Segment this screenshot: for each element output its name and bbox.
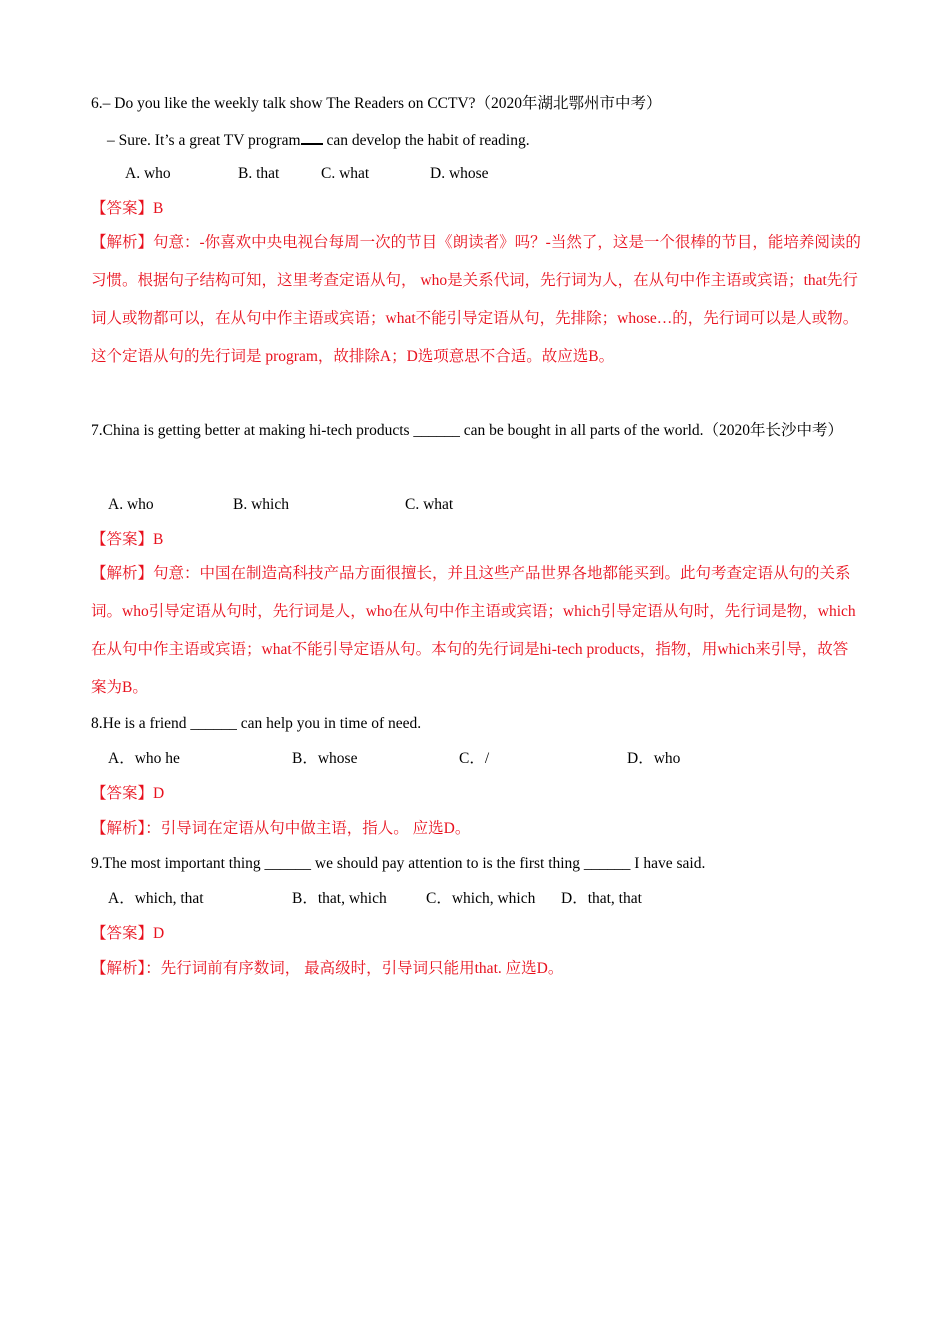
question-7-option-a: A. who bbox=[108, 496, 154, 513]
question-7-stem: 7.China is getting better at making hi-tech products ______ can be bought in all parts of the world.（2020年长沙中考） bbox=[91, 422, 844, 439]
question-8-analysis: 【解析】：引导词在定语从句中做主语，指人。 应选D。 bbox=[91, 820, 471, 837]
question-8-option-b: B．whose bbox=[292, 750, 358, 767]
question-9-analysis: 【解析】：先行词前有序数词， 最高级时，引导词只能用that. 应选D。 bbox=[91, 960, 564, 977]
question-8-stem: 8.He is a friend ______ can help you in time of need. bbox=[91, 715, 422, 732]
answer-blank bbox=[301, 129, 323, 145]
question-9-option-c: C．which, which bbox=[426, 890, 536, 907]
question-6-stem: 6.– Do you like the weekly talk show The Readers on CCTV?（2020年湖北鄂州市中考） bbox=[91, 95, 662, 112]
question-6-option-d: D. whose bbox=[430, 165, 489, 182]
question-7-option-c: C. what bbox=[405, 496, 454, 513]
question-9-option-a: A．which, that bbox=[108, 890, 204, 907]
question-6-stem2-post: can develop the habit of reading. bbox=[322, 132, 530, 149]
question-6-stem-line2 bbox=[107, 129, 530, 151]
question-6-analysis: 【解析】句意：-你喜欢中央电视台每周一次的节目《朗读者》吗？-当然了，这是一个很棒的节目，能培养阅读的习惯。根据句子结构可知，这里考查定语从句， who是关系代词，先行词为人，在从句中作主语或宾语；that先行词人或物都可以，在从句中作主语或宾语；what不能引导定语从句，先排除；whose…的，先行词可以是人或物。这个定语从句的先行词是 program，故排除A；D选项意思不合适。故应选B。 bbox=[91, 234, 861, 365]
question-6-stem2-pre: – Sure. It’s a great TV program bbox=[107, 132, 301, 149]
question-9-option-b: B．that, which bbox=[292, 890, 387, 907]
question-7-analysis: 【解析】句意：中国在制造高科技产品方面很擅长，并且这些产品世界各地都能买到。此句考查定语从句的关系词。who引导定语从句时，先行词是人，who在从句中作主语或宾语；which引导定语从句时，先行词是物，which在从句中作主语或宾语；what不能引导定语从句。本句的先行词是hi-tech products，指物，用which来引导，故答案为B。 bbox=[91, 565, 856, 696]
question-9-stem: 9.The most important thing ______ we should pay attention to is the first thing ______ I have said. bbox=[91, 855, 706, 872]
question-8-answer: 【答案】D bbox=[91, 785, 165, 802]
question-8-option-c: C．/ bbox=[459, 750, 490, 767]
question-8-option-d: D．who bbox=[627, 750, 681, 767]
question-7-answer: 【答案】B bbox=[91, 531, 164, 548]
question-6-answer: 【答案】B bbox=[91, 200, 164, 217]
question-6-option-b: B. that bbox=[238, 165, 280, 182]
question-8-option-a: A．who he bbox=[108, 750, 180, 767]
question-7-option-b: B. which bbox=[233, 496, 289, 513]
question-9-answer: 【答案】D bbox=[91, 925, 165, 942]
question-9-option-d: D．that, that bbox=[561, 890, 642, 907]
question-6-option-c: C. what bbox=[321, 165, 370, 182]
question-6-option-a: A. who bbox=[125, 165, 171, 182]
